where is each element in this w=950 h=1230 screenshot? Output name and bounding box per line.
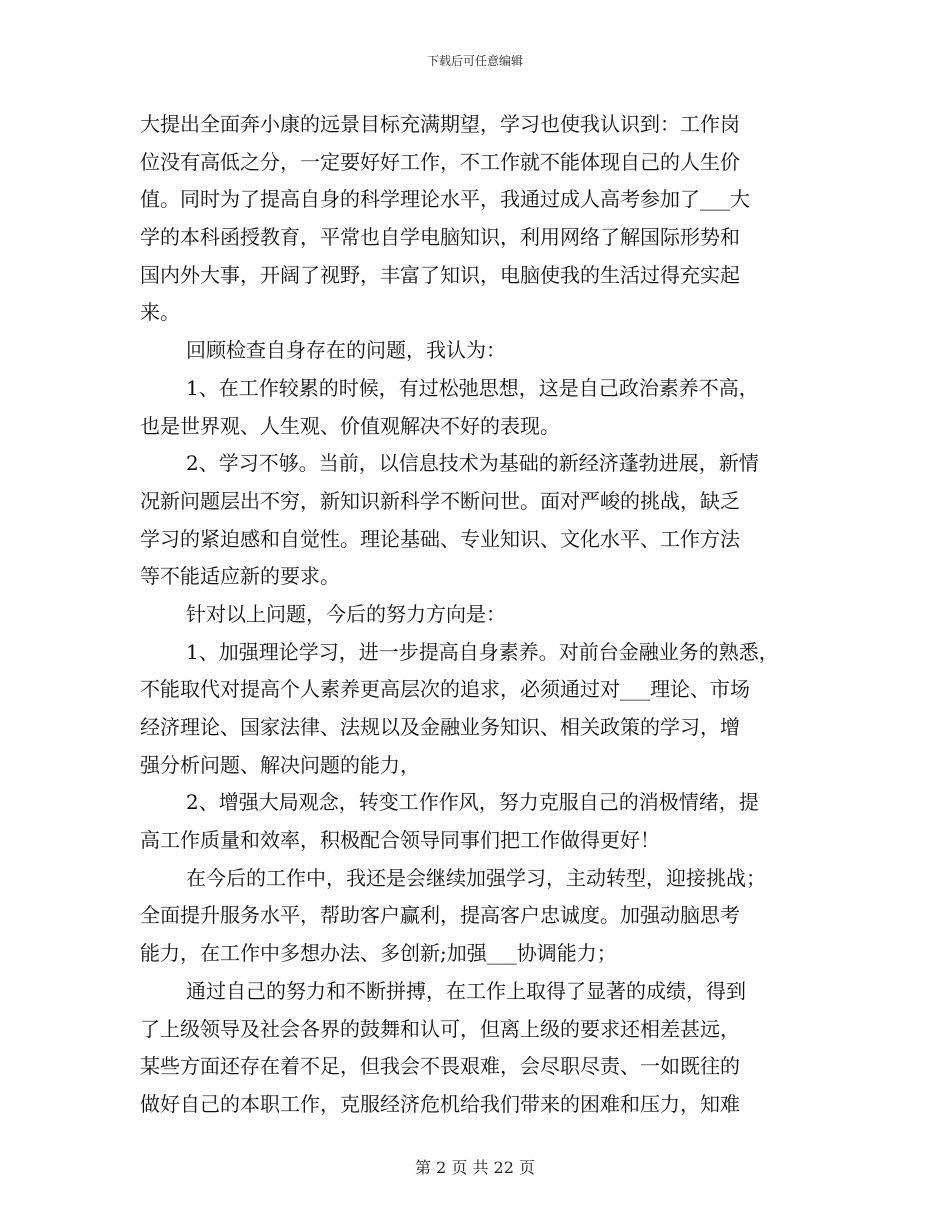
text-line: 来。 (140, 300, 180, 325)
text-line: 大提出全面奔小康的远景目标充满期望，学习也使我认识到：工作岗 (140, 112, 740, 136)
text-line: 通过自己的努力和不断拼搏，在工作上取得了显著的成绩，得到 (186, 978, 746, 1003)
text-line: 位没有高低之分，一定要好好工作，不工作就不能体现自己的人生价 (140, 149, 740, 174)
page-header: 下载后可任意编辑 (426, 54, 523, 68)
text-line: 值。同时为了提高自身的科学理论水平，我通过成人高考参加了___大 (140, 187, 750, 212)
page-footer: 第 2 页 共 22 页 (415, 1158, 535, 1177)
text-line: 全面提升服务水平，帮助客户赢利，提高客户忠诚度。加强动脑思考 (140, 903, 740, 928)
text-line: 回顾检查自身存在的问题，我认为： (186, 338, 506, 363)
text-line: 能力，在工作中多想办法、多创新;加强___协调能力； (140, 941, 617, 966)
text-line: 做好自己的本职工作，克服经济危机给我们带来的困难和压力，知难 (140, 1091, 740, 1116)
text-line: 况新问题层出不穷，新知识新科学不断问世。面对严峻的挑战，缺乏 (140, 488, 740, 513)
text-line: 针对以上问题，今后的努力方向是： (186, 601, 506, 626)
text-line: 在今后的工作中，我还是会继续加强学习，主动转型，迎接挑战； (186, 865, 766, 890)
text-line: 强分析问题、解决问题的能力， (140, 752, 420, 777)
text-line: 学的本科函授教育，平常也自学电脑知识，利用网络了解国际形势和 (140, 225, 740, 250)
text-line: 1、加强理论学习，进一步提高自身素养。对前台金融业务的熟悉， (186, 639, 779, 664)
text-line: 某些方面还存在着不足，但我会不畏艰难，会尽职尽责、一如既往的 (140, 1054, 740, 1079)
document-body (140, 106, 820, 1124)
text-line: 经济理论、国家法律、法规以及金融业务知识、相关政策的学习，增 (140, 715, 740, 739)
text-line: 也是世界观、人生观、价值观解决不好的表现。 (140, 413, 560, 438)
text-line: 2、学习不够。当前，以信息技术为基础的新经济蓬勃进展，新情 (186, 451, 759, 476)
text-line: 等不能适应新的要求。 (140, 564, 340, 589)
text-line: 国内外大事，开阔了视野，丰富了知识，电脑使我的生活过得充实起 (140, 262, 740, 287)
text-line: 了上级领导及社会各界的鼓舞和认可，但离上级的要求还相差甚远， (140, 1016, 740, 1041)
text-line: 学习的紧迫感和自觉性。理论基础、专业知识、文化水平、工作方法 (140, 526, 740, 551)
text-line: 2、增强大局观念，转变工作作风，努力克服自己的消极情绪，提 (186, 790, 759, 815)
text-line: 高工作质量和效率，积极配合领导同事们把工作做得更好！ (140, 828, 660, 853)
text-line: 1、在工作较累的时候，有过松弛思想，这是自己政治素养不高， (186, 375, 759, 400)
text-line: 不能取代对提高个人素养更高层次的追求，必须通过对___理论、市场 (140, 677, 750, 702)
